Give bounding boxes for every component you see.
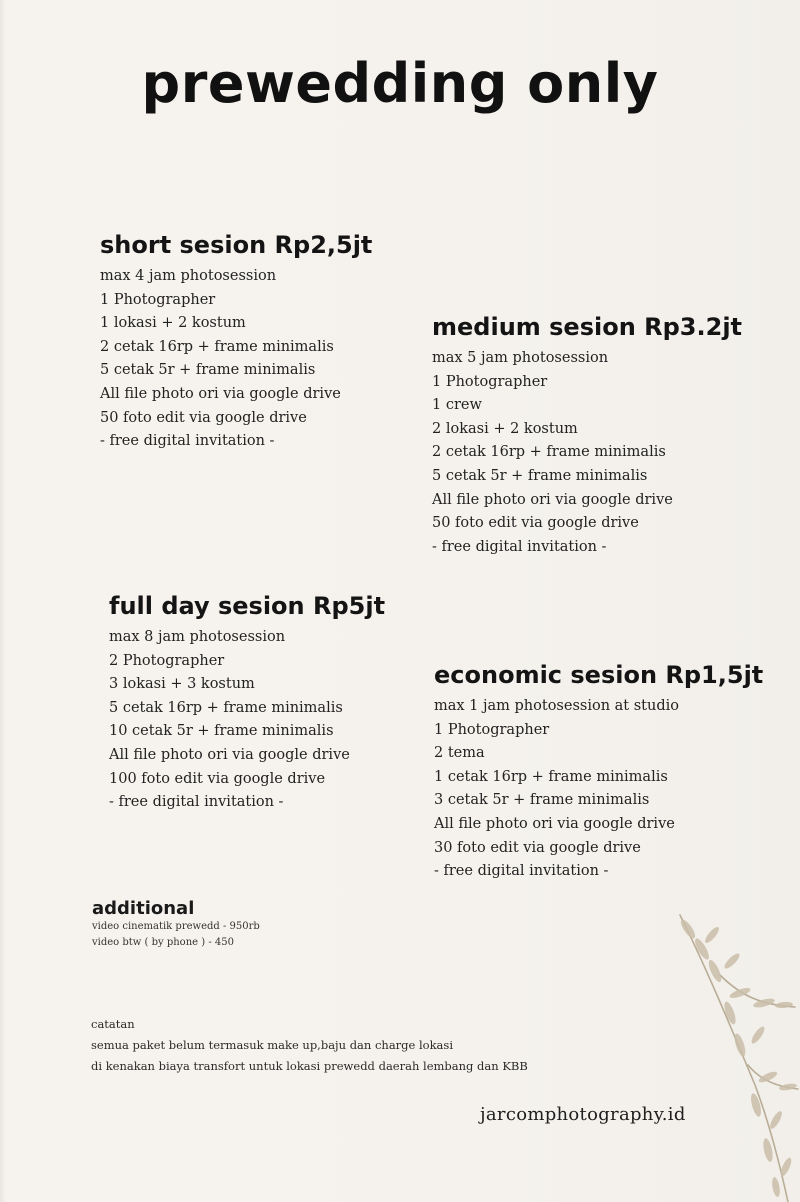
package-full-day [109,592,385,815]
package-item-list [109,626,385,815]
package-item: - free digital invitation - [432,538,607,555]
package-item: All file photo ori via google drive [109,746,350,763]
package-item: 5 cetak 5r + frame minimalis [100,362,316,379]
notes-section [91,1014,528,1077]
package-title: short sesion Rp2,5jt [100,231,373,259]
package-item: max 5 jam photosession [432,350,609,366]
notes-label: catatan [91,1017,135,1031]
package-item: 10 cetak 5r + frame minimalis [109,723,334,740]
additional-item: video cinematik prewedd - 950rb [92,921,260,932]
package-item: 1 crew [432,397,482,414]
package-item: 3 lokasi + 3 kostum [109,676,255,693]
package-item: All file photo ori via google drive [100,385,341,402]
package-item: 2 lokasi + 2 kostum [432,420,578,437]
package-item: 1 Photographer [434,721,550,738]
brand-handle: jarcomphotography.id [480,1104,686,1125]
package-item: 100 foto edit via google drive [109,770,326,787]
package-short [100,231,372,454]
package-item: 2 cetak 16rp + frame minimalis [100,338,334,355]
package-item: 2 Photographer [109,652,225,669]
plant-decoration-icon [660,905,800,1202]
package-item: - free digital invitation - [109,794,284,811]
package-item: 2 tema [434,745,485,762]
package-item: 1 Photographer [100,291,216,308]
package-item: 50 foto edit via google drive [432,515,639,532]
package-item: 5 cetak 16rp + frame minimalis [109,699,343,716]
package-item: - free digital invitation - [434,863,609,880]
package-title: medium sesion Rp3.2jt [432,313,743,341]
package-item: max 1 jam photosession at studio [434,698,679,714]
package-title: economic sesion Rp1,5jt [434,661,764,689]
package-item: 1 Photographer [432,373,548,390]
package-item: 5 cetak 5r + frame minimalis [432,467,648,484]
package-item: 1 lokasi + 2 kostum [100,315,246,332]
package-item: - free digital invitation - [100,433,275,450]
package-item: max 4 jam photosession [100,268,277,284]
package-item-list [432,347,742,559]
package-item: 2 cetak 16rp + frame minimalis [432,444,666,461]
package-item: 50 foto edit via google drive [100,409,307,426]
package-item: 3 cetak 5r + frame minimalis [434,792,650,809]
package-economic [434,661,763,884]
package-title: full day sesion Rp5jt [109,592,386,620]
additional-section [92,898,260,951]
package-item: max 8 jam photosession [109,629,286,645]
additional-item: video btw ( by phone ) - 450 [92,937,234,948]
package-medium [432,313,742,559]
package-item-list [434,695,763,884]
additional-heading: additional [92,898,195,919]
package-item: 30 foto edit via google drive [434,839,641,856]
page-title: prewedding only [141,52,659,115]
package-item-list [100,265,372,454]
package-item: 1 cetak 16rp + frame minimalis [434,768,668,785]
notes-line: di kenakan biaya transfort untuk lokasi prewedd daerah lembang dan KBB [91,1059,528,1073]
notes-line: semua paket belum termasuk make up,baju dan charge lokasi [91,1038,453,1052]
package-item: All file photo ori via google drive [432,491,673,508]
package-item: All file photo ori via google drive [434,815,675,832]
